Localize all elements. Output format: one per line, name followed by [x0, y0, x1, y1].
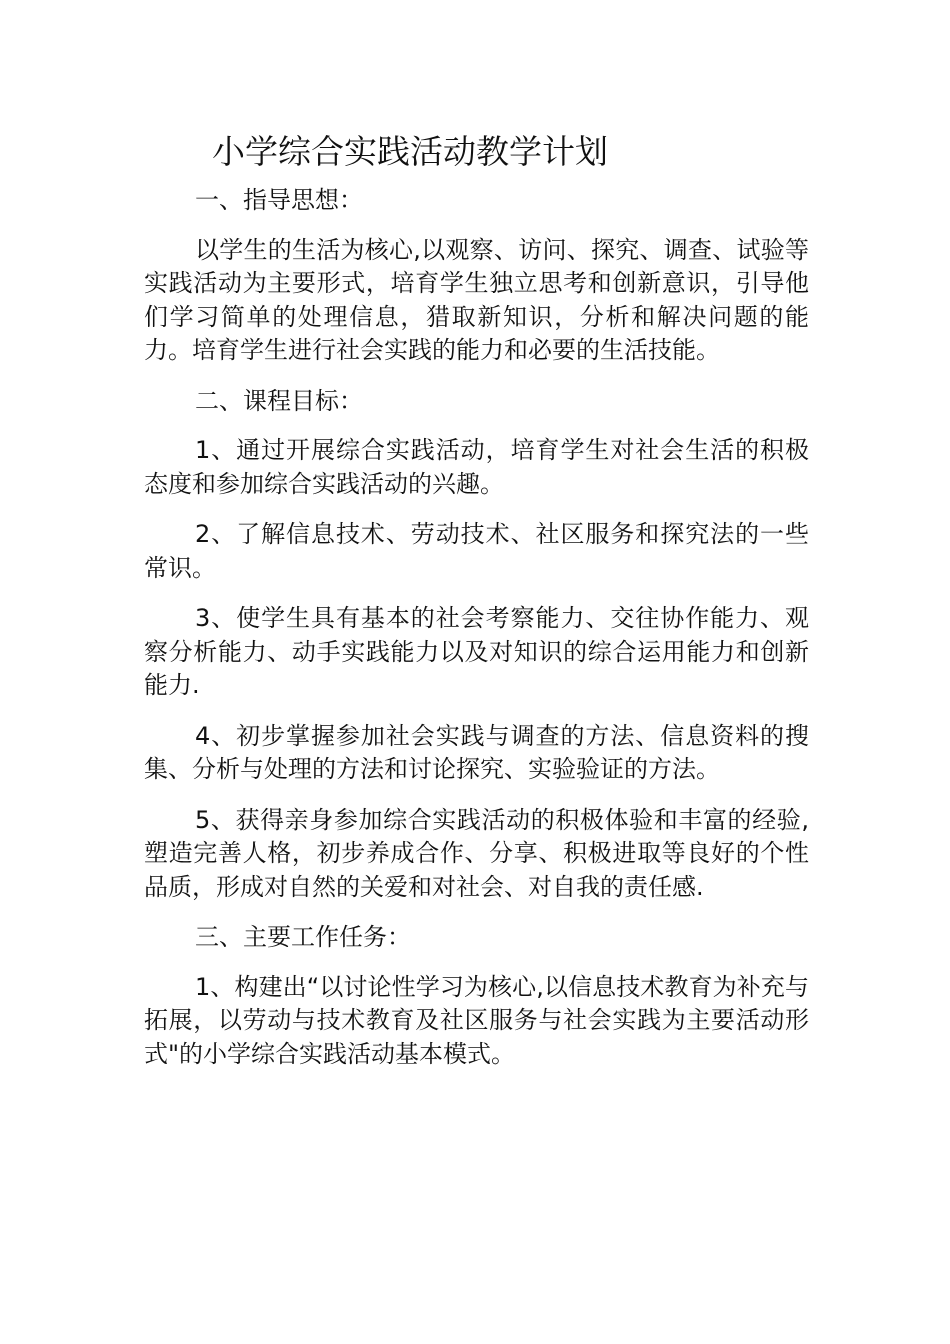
paragraph: 以学生的生活为核心,以观察、访问、探究、调查、试验等实践活动为主要形式，培育学生独立思考和创新意识，引导他们学习简单的处理信息，猎取新知识，分析和解决问题的能力。培育学生进行社会实践的能力和必要的生活技能。 [144, 235, 809, 364]
goal-item-4: 4、初步掌握参加社会实践与调查的方法、信息资料的搜集、分析与处理的方法和讨论探究、实验验证的方法。 [144, 721, 809, 783]
section-heading-guiding-ideology: 一、指导思想： [195, 186, 363, 214]
section-heading-course-goals: 二、课程目标： [195, 386, 363, 415]
section-heading-main-tasks: 三、主要工作任务： [195, 923, 411, 951]
goal-item-1: 1、通过开展综合实践活动，培育学生对社会生活的积极态度和参加综合实践活动的兴趣。 [144, 436, 809, 498]
document-title: 小学综合实践活动教学计划 [212, 132, 608, 171]
task-item-1: 1、构建出“以讨论性学习为核心,以信息技术教育为补充与拓展，以劳动与技术教育及社区服务与社会实践为主要活动形式"的小学综合实践活动基本模式。 [144, 972, 809, 1068]
goal-item-2: 2、了解信息技术、劳动技术、社区服务和探究法的一些常识。 [144, 520, 809, 582]
goal-item-3: 3、使学生具有基本的社会考察能力、交往协作能力、观察分析能力、动手实践能力以及对知识的综合运用能力和创新能力. [144, 604, 809, 699]
document-body [144, 128, 809, 1088]
goal-item-5: 5、获得亲身参加综合实践活动的积极体验和丰富的经验,塑造完善人格，初步养成合作、分享、积极进取等良好的个性品质，形成对自然的关爱和对社会、对自我的责任感. [144, 805, 809, 901]
